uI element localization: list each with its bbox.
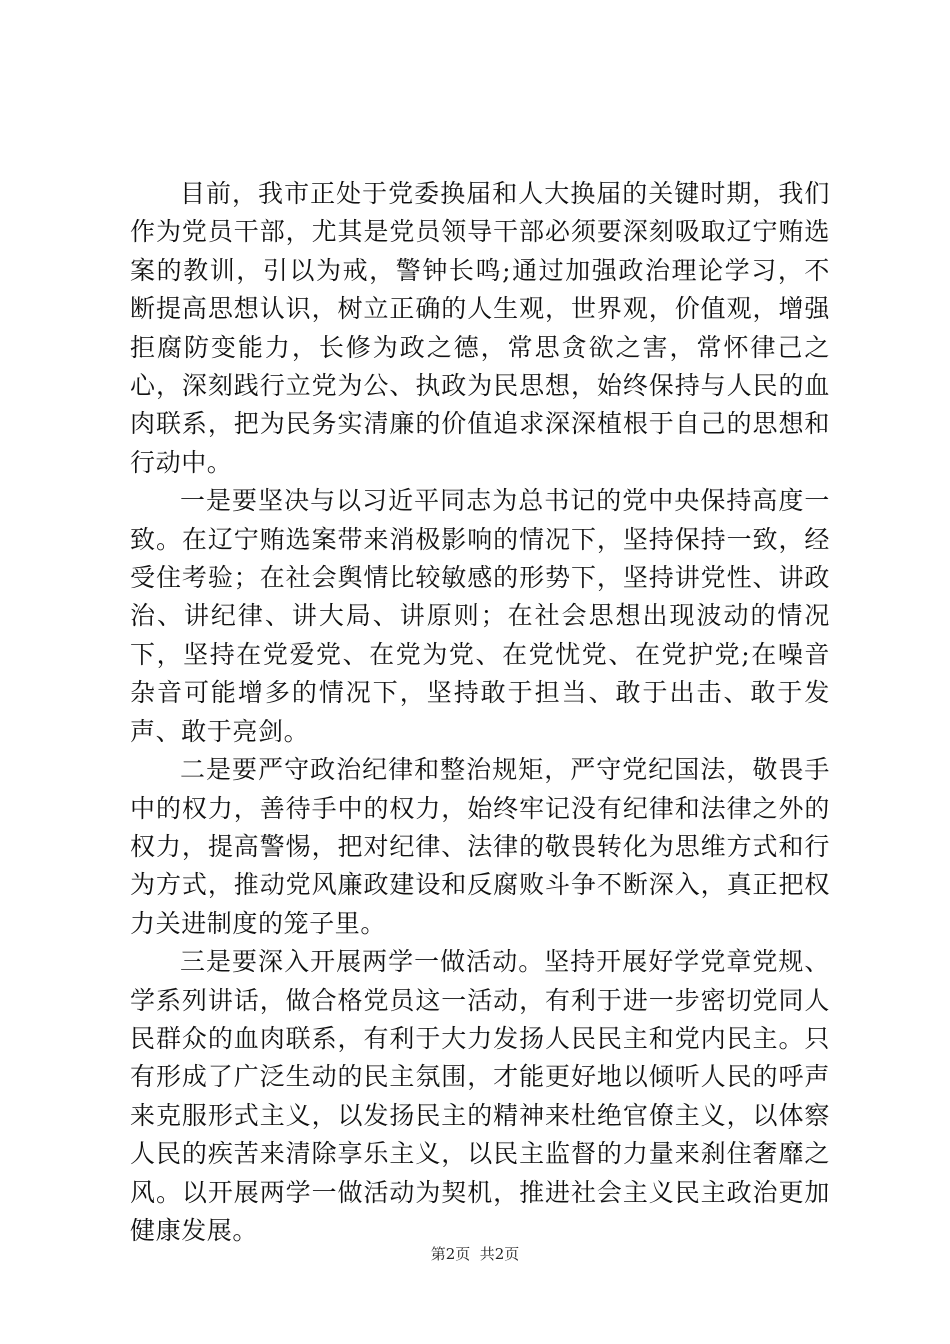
page-number: 第2页 共2页 [430, 1245, 520, 1263]
paragraph-point-one: 一是要坚决与以习近平同志为总书记的党中央保持高度一致。在辽宁贿选案带来消极影响的情况下，坚持保持一致，经受住考验；在社会舆情比较敏感的形势下，坚持讲党性、讲政治、讲纪律、讲大局、讲原则；在社会思想出现波动的情况下，坚持在党爱党、在党为党、在党忧党、在党护党;在噪音杂音可能增多的情况下，坚持敢于担当、敢于出击、敢于发声、敢于亮剑。 [130, 486, 830, 746]
page-footer [0, 1244, 950, 1264]
paragraph-point-three: 三是要深入开展两学一做活动。坚持开展好学党章党规、学系列讲话，做合格党员这一活动，有利于进一步密切党同人民群众的血肉联系，有利于大力发扬人民民主和党内民主。只有形成了广泛生动的民主氛围，才能更好地以倾听人民的呼声来克服形式主义，以发扬民主的精神来杜绝官僚主义，以体察人民的疾苦来清除享乐主义，以民主监督的力量来刹住奢靡之风。以开展两学一做活动为契机，推进社会主义民主政治更加健康发展。 [130, 947, 830, 1245]
document-body [130, 175, 830, 1250]
paragraph-intro: 目前，我市正处于党委换届和人大换届的关键时期，我们作为党员干部，尤其是党员领导干部必须要深刻吸取辽宁贿选案的教训，引以为戒，警钟长鸣;通过加强政治理论学习，不断提高思想认识，树立正确的人生观，世界观，价值观，增强拒腐防变能力，长修为政之德，常思贪欲之害，常怀律己之心，深刻践行立党为公、执政为民思想，始终保持与人民的血肉联系，把为民务实清廉的价值追求深深植根于自己的思想和行动中。 [130, 179, 830, 477]
paragraph-point-two: 二是要严守政治纪律和整治规矩，严守党纪国法，敬畏手中的权力，善待手中的权力，始终牢记没有纪律和法律之外的权力，提高警惕，把对纪律、法律的敬畏转化为思维方式和行为方式，推动党风廉政建设和反腐败斗争不断深入，真正把权力关进制度的笼子里。 [130, 755, 830, 938]
